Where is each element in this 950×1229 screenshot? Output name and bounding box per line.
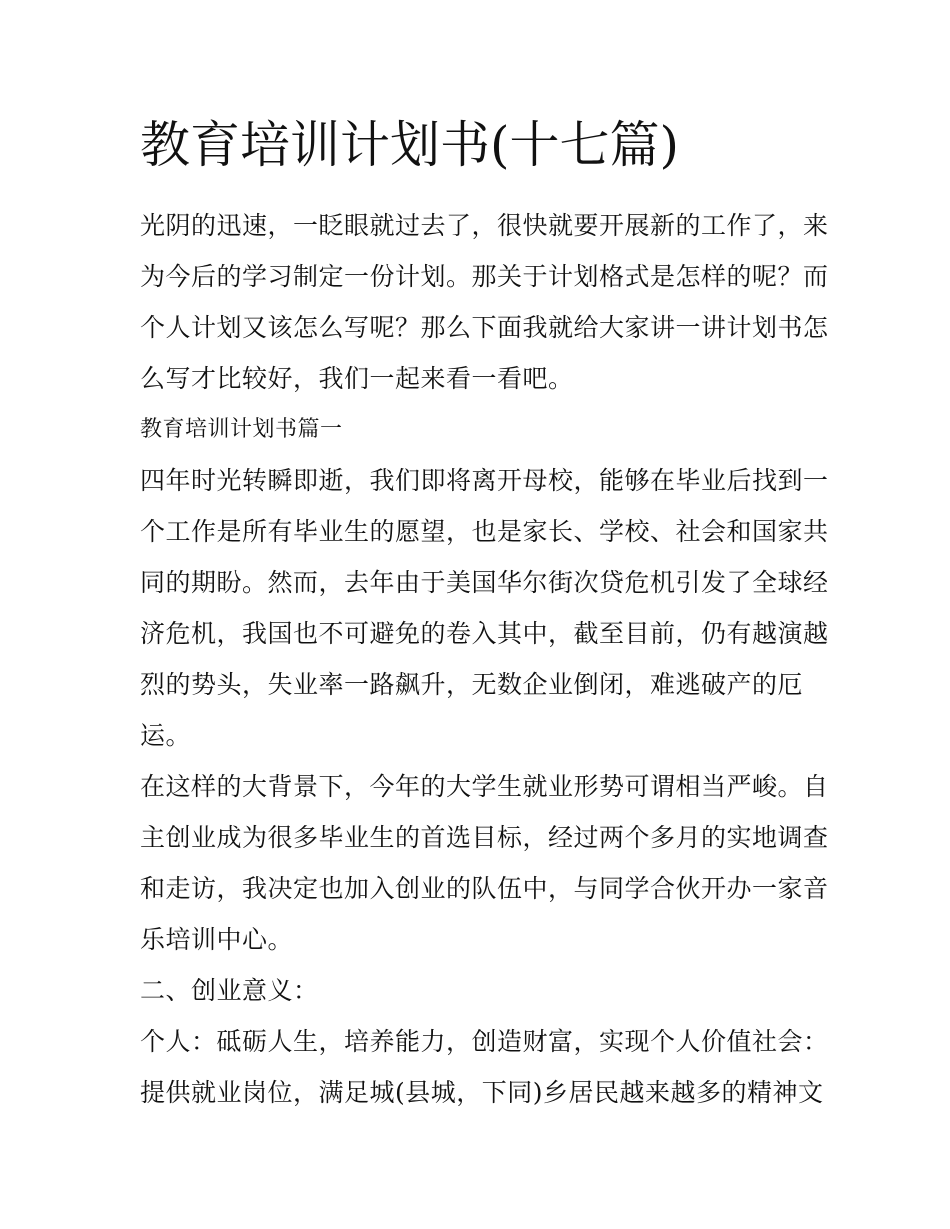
document-body [140,200,829,1118]
body-line: 在这样的大背景下，今年的大学生就业形势可谓相当严峻。自 [140,772,829,801]
body-line: 乐培训中心。 [140,925,294,954]
body-line: 烈的势头，失业率一路飙升，无数企业倒闭，难逃破产的厄 [140,670,804,699]
body-line: 运。 [140,721,192,750]
body-line: 么写才比较好，我们一起来看一看吧。 [140,364,574,393]
body-line: 四年时光转瞬即逝，我们即将离开母校，能够在毕业后找到一 [140,466,829,495]
document-title: 教育培训计划书(十七篇) [140,116,680,174]
body-line: 个工作是所有毕业生的愿望，也是家长、学校、社会和国家共 [140,517,829,546]
body-line: 二、创业意义： [140,976,319,1005]
body-line: 个人：砥砺人生，培养能力，创造财富，实现个人价值社会： [140,1027,829,1056]
body-line: 和走访，我决定也加入创业的队伍中，与同学合伙开办一家音 [140,874,829,903]
body-line: 主创业成为很多毕业生的首选目标，经过两个多月的实地调查 [140,823,829,852]
body-line: 提供就业岗位，满足城(县城，下同)乡居民越来越多的精神文 [140,1078,824,1107]
body-line: 同的期盼。然而，去年由于美国华尔街次贷危机引发了全球经 [140,568,829,597]
body-line: 为今后的学习制定一份计划。那关于计划格式是怎样的呢？而 [140,262,829,291]
section-heading: 教育培训计划书篇一 [140,417,343,442]
body-line: 个人计划又该怎么写呢？那么下面我就给大家讲一讲计划书怎 [140,313,829,342]
body-line: 光阴的迅速，一眨眼就过去了，很快就要开展新的工作了，来 [140,211,829,240]
body-line: 济危机，我国也不可避免的卷入其中，截至目前，仍有越演越 [140,619,829,648]
